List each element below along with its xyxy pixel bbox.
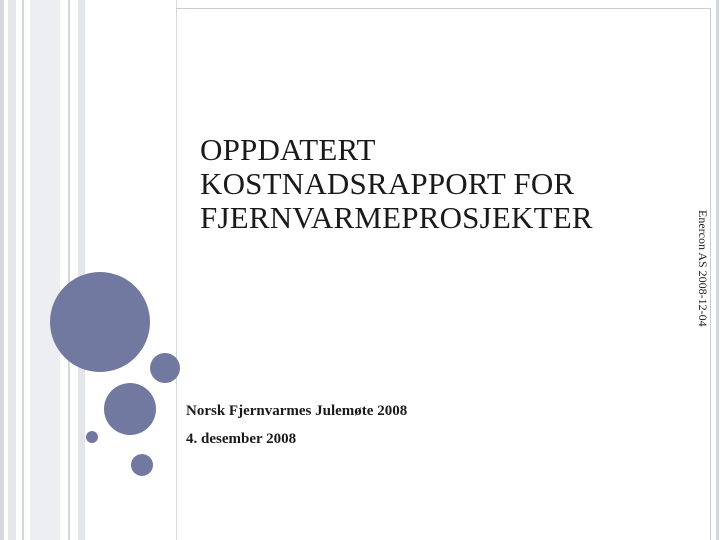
subtitle-date: 4. desember 2008: [186, 431, 297, 447]
title-line: FJERNVARMEPROSJEKTER: [200, 200, 593, 235]
decor-circle-tiny: [131, 454, 153, 476]
decor-circle-medium: [104, 383, 156, 435]
frame-edge-right: [716, 0, 719, 540]
decor-circle-large: [50, 272, 150, 372]
slide-subtitle: [186, 400, 586, 456]
decor-circle-dot: [86, 431, 98, 443]
decor-stripe: [8, 0, 16, 540]
title-line: OPPDATERT: [200, 132, 376, 167]
subtitle-event: Norsk Fjernvarmes Julemøte 2008: [186, 403, 408, 419]
side-footer: [696, 210, 716, 330]
decor-stripe: [22, 0, 24, 540]
decor-circle-small: [150, 353, 180, 383]
frame-line-top: [176, 8, 710, 9]
side-footer-text: Enercon AS 2008-12-04: [696, 210, 710, 327]
decor-stripe: [78, 0, 85, 540]
decor-stripe: [0, 0, 4, 540]
frame-line-left: [176, 0, 177, 540]
slide-title: [200, 133, 680, 235]
decor-stripe: [30, 0, 60, 540]
decor-stripe: [68, 0, 70, 540]
title-line: KOSTNADSRAPPORT FOR: [200, 166, 575, 201]
